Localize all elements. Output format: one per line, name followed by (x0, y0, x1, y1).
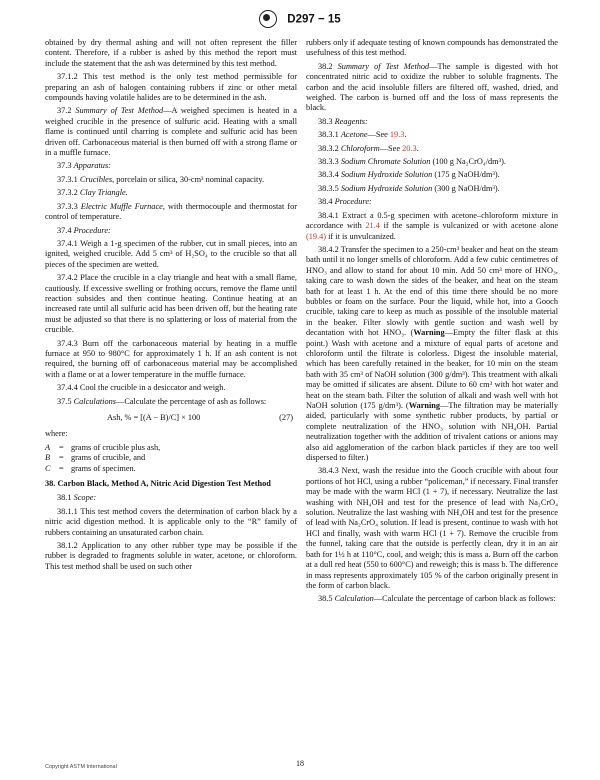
reagent-item: 38.3.2 Chloroform—See 20.3. (318, 143, 419, 153)
definition-row: A = grams of crucible plus ash, (45, 442, 161, 452)
astm-logo-icon (259, 10, 277, 28)
paragraph: 37.3.1 Crucibles, porcelain or silica, 30-cm³ nominal capacity. (57, 174, 265, 184)
standard-designation: D297 − 15 (287, 13, 341, 26)
equation (45, 413, 297, 423)
subheading: 38.1 Scope: (57, 493, 97, 503)
equation-formula: Ash, % = [(A − B)/C] × 100 (107, 413, 201, 422)
paragraph: 37.4.3 Burn off the carbonaceous material by heating in a muffle furnace at 950 to 980°C for approximately 1 h. If an ash content is not required, the burning off of carbonaceous material may be accomplished with a flame or at a lower temperature in the muffle furnace. (45, 338, 297, 379)
page-header (0, 10, 600, 28)
paragraph: 38.4.3 Next, wash the residue into the Gooch crucible with about four portions of hot HCl, using a rubber “policeman,” if necessary. Final transfer may be made with the warm HCl (1 + 7), if necessary. Neutralize the last washing with NH₄OH and test for the presence of lead with Na₂CrO₄ solution. Neutralize the last washing with NH₄OH and test for the presence of lead with Na₂CrO₄ solution. If lead is present, continue to wash with hot HCl and finally, wash with warm HCl (1 + 7). Remove the crucible from the funnel, taking care that the outside is perfectly clean, dry it in an air bath for 1½ h at 110°C, cool, and weigh; this is mass a. Burn off the carbon at a dull red heat (550 to 600°C) and reweigh; this is mass b. The difference in mass represents approximately 105 % of the carbon originally present in the form of carbon black. (306, 466, 558, 590)
reagent-item: 38.3.3 Sodium Chromate Solution (100 g Na₂CrO₄/dm³). (318, 157, 506, 167)
paragraph: 38.1.1 This test method covers the determination of carbon black by a nitric acid digestion method. It is applicable only to the “R” family of rubbers containing an unsaturated carbon chain. (45, 506, 297, 537)
subheading: 38.4 Procedure: (318, 197, 372, 207)
cross-reference-link[interactable]: 21.4 (365, 221, 380, 231)
page-number: 18 (296, 759, 304, 768)
copyright-notice: Copyright ASTM International (45, 764, 117, 770)
paragraph: 38.4.1 Extract a 0.5-g specimen with acetone–chloroform mixture in accordance with 21.4 if the sample is vulcanized or with acetone alone (19.4) if it is unvulcanized. (306, 210, 559, 241)
left-column (45, 38, 297, 575)
paragraph: 37.2 Summary of Test Method—A weighed specimen is heated in a weighed crucible in the presence of sulfuric acid. Heating with a small flame is continued until charring is complete and sulfuric acid has been driven off. Carbonaceous material is then burned off with a strong flame or in a muffle furnace. (45, 106, 297, 158)
paragraph: 37.3.2 Clay Triangle. (57, 188, 128, 198)
definition-row: C = grams of specimen. (45, 463, 136, 473)
where-label: where: (45, 429, 68, 439)
paragraph: 38.5 Calculation—Calculate the percentage of carbon black as follows: (318, 594, 556, 604)
reagent-item: 38.3.1 Acetone—See 19.3. (318, 130, 407, 140)
paragraph: 37.4.1 Weigh a 1-g specimen of the rubber, cut in small pieces, into an ignited, weighed crucible. Add 5 cm³ of H₂SO₄ to the crucible so that all pieces of the specimen are wetted. (45, 238, 297, 269)
section-heading: 38. Carbon Black, Method A, Nitric Acid Digestion Test Method (45, 479, 271, 489)
subheading: 37.4 Procedure: (57, 225, 111, 235)
cross-reference-link[interactable]: 20.3 (402, 143, 417, 153)
cross-reference-link[interactable]: 19.3 (389, 130, 405, 140)
paragraph: 38.2 Summary of Test Method—The sample is digested with hot concentrated nitric acid to oxidize the rubber to soluble fragments. The carbon and the acid insoluble fillers are filtered off, washed, dried, and weighed. The carbon is burned off and the loss of mass represents the black. (306, 61, 559, 113)
cross-reference-link[interactable]: (19.4) (306, 231, 327, 241)
variable-definitions (45, 443, 297, 474)
paragraph: obtained by dry thermal ashing and will not often represent the filler content. Therefore, if a rubber is ashed by this method the report must include the statement that the ash was determined by this test method. (45, 38, 297, 68)
paragraph: 37.4.4 Cool the crucible in a desiccator and weigh. (57, 383, 226, 393)
equation-number: (27) (279, 413, 293, 422)
reagent-item: 38.3.5 Sodium Hydroxide Solution (300 g NaOH/dm³). (318, 183, 500, 193)
paragraph: 37.1.2 This test method is the only test method permissible for preparing an ash of halogen containing rubbers if zinc or other metal compounds having volatile halides are to be determined in the ash. (45, 72, 297, 103)
paragraph: rubbers only if adequate testing of known compounds has demonstrated the usefulness of this test method. (306, 38, 558, 58)
paragraph: 38.4.2 Transfer the specimen to a 250-cm³ beaker and heat on the steam bath until it no longer smells of chloroform. Add a few cubic centimetres of HNO₃ and allow to stand for about 10 min. Add 50 cm³ more of HNO₃, taking care to wash down the sides of the beaker, and heat on the steam bath for at least 1 h. At the end of this time there should be no more bubbles or foam on the surface. Pour the liquid, while hot, into a Gooch crucible, taking care to keep as much as possible of the insoluble material in the beaker. Filter slowly with gentle suction and wash well by decantation with hot HNO₃. (Warning—Empty the filter flask at this point.) Wash with acetone and a mixture of equal parts of acetone and chloroform until the filtrate is colorless. Digest the insoluble material, which has been carefully retained in the beaker, for 10 min on the steam bath with 35 cm³ of NaOH solution (300 g/dm³). This treatment with alkali may be omitted if silicates are absent. Dilute to 60 cm³ with hot water and heat on the steam bath. Filter the solution of alkali and wash well with hot NaOH solution (175 g/dm³). (Warning—The filtration may be materially aided, particularly with some synthetic rubber products, by partial or complete neutralization of the HNO₃ solution with NH₄OH. Partial neutralization together with the addition of trivalent cations or anions may also aid agglomeration of the carbon black particles if they are too well dispersed to filter.) (306, 244, 559, 463)
subheading: 37.3 Apparatus: (57, 161, 111, 171)
paragraph: 37.5 Calculations—Calculate the percentage of ash as follows: (57, 396, 267, 406)
warning-label: Warning (413, 328, 445, 338)
definition-row: B = grams of crucible, and (45, 453, 146, 463)
right-column (306, 38, 558, 608)
subheading: 38.3 Reagents: (318, 116, 368, 126)
paragraph: 37.4.2 Place the crucible in a clay triangle and heat with a small flame, cautiously. If excessive swelling or frothing occurs, remove the flame until reaction subsides and then continue heating. Continue heating at an increased rate until all sulfuric acid has been driven off, but the heating rate must be adjusted so that there is no splattering or loss of material from the crucible. (45, 273, 297, 335)
paragraph: 38.1.2 Application to any other rubber type may be possible if the rubber is degraded to fragments soluble in water, acetone, or chloroform. This test method shall be used on such other (45, 541, 297, 571)
warning-label: Warning (408, 401, 441, 410)
reagent-item: 38.3.4 Sodium Hydroxide Solution (175 g NaOH/dm³). (318, 170, 500, 180)
paragraph: 37.3.3 Electric Muffle Furnace, with thermocouple and thermostat for control of temperature. (45, 201, 297, 222)
